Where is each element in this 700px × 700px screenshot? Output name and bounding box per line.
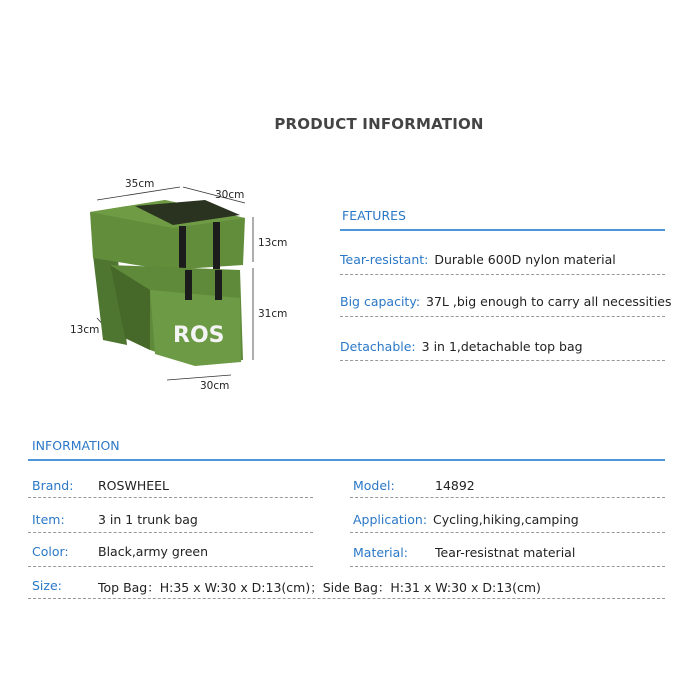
feature-value: Durable 600D nylon material bbox=[434, 252, 616, 267]
color-value: Black,army green bbox=[98, 544, 209, 559]
product-image bbox=[55, 170, 315, 400]
size-label: Size: bbox=[32, 578, 62, 593]
item-label: Item: bbox=[32, 512, 65, 527]
row-divider bbox=[340, 274, 665, 275]
features-divider bbox=[340, 229, 665, 231]
row-divider bbox=[28, 566, 313, 567]
row-divider bbox=[350, 532, 665, 533]
color-label: Color: bbox=[32, 544, 69, 559]
feature-key: Big capacity: bbox=[340, 294, 421, 309]
material-label: Material: bbox=[353, 545, 408, 560]
information-divider bbox=[28, 459, 665, 461]
application-value: Cycling,hiking,camping bbox=[433, 512, 579, 527]
material-value: Tear-resistnat material bbox=[435, 545, 576, 560]
dim-side-depth: 13cm bbox=[70, 324, 100, 336]
feature-key: Tear-resistant: bbox=[340, 252, 429, 267]
dim-top-width: 35cm bbox=[125, 178, 155, 190]
dim-side-height: 31cm bbox=[258, 308, 288, 320]
features-heading: FEATURES bbox=[342, 208, 406, 223]
row-divider bbox=[340, 360, 665, 361]
feature-row bbox=[340, 294, 672, 309]
brand-value: ROSWHEEL bbox=[98, 478, 169, 493]
feature-value: 3 in 1,detachable top bag bbox=[421, 339, 583, 354]
dim-bottom-width: 30cm bbox=[200, 380, 230, 392]
item-value: 3 in 1 trunk bag bbox=[98, 512, 198, 527]
feature-key: Detachable: bbox=[340, 339, 416, 354]
row-divider bbox=[28, 532, 313, 533]
model-value: 14892 bbox=[435, 478, 475, 493]
feature-row bbox=[340, 252, 616, 267]
row-divider bbox=[350, 497, 665, 498]
information-heading: INFORMATION bbox=[32, 438, 120, 453]
feature-row bbox=[340, 339, 583, 354]
row-divider bbox=[28, 598, 665, 599]
model-label: Model: bbox=[353, 478, 395, 493]
application-label: Application: bbox=[353, 512, 428, 527]
row-divider bbox=[28, 497, 313, 498]
brand-label: Brand: bbox=[32, 478, 74, 493]
feature-value: 37L ,big enough to carry all necessities bbox=[426, 294, 672, 309]
brand-print: ROS bbox=[173, 323, 225, 348]
size-value: Top Bag：H:35 x W:30 x D:13(cm)；Side Bag：H:31 x W:30 x D:13(cm) bbox=[98, 580, 541, 595]
row-divider bbox=[340, 316, 665, 317]
dim-top-depth: 30cm bbox=[215, 189, 245, 201]
pannier-bag-illustration bbox=[55, 170, 315, 400]
row-divider bbox=[350, 566, 665, 567]
dim-top-height: 13cm bbox=[258, 237, 288, 249]
page-title: PRODUCT INFORMATION bbox=[274, 115, 484, 133]
